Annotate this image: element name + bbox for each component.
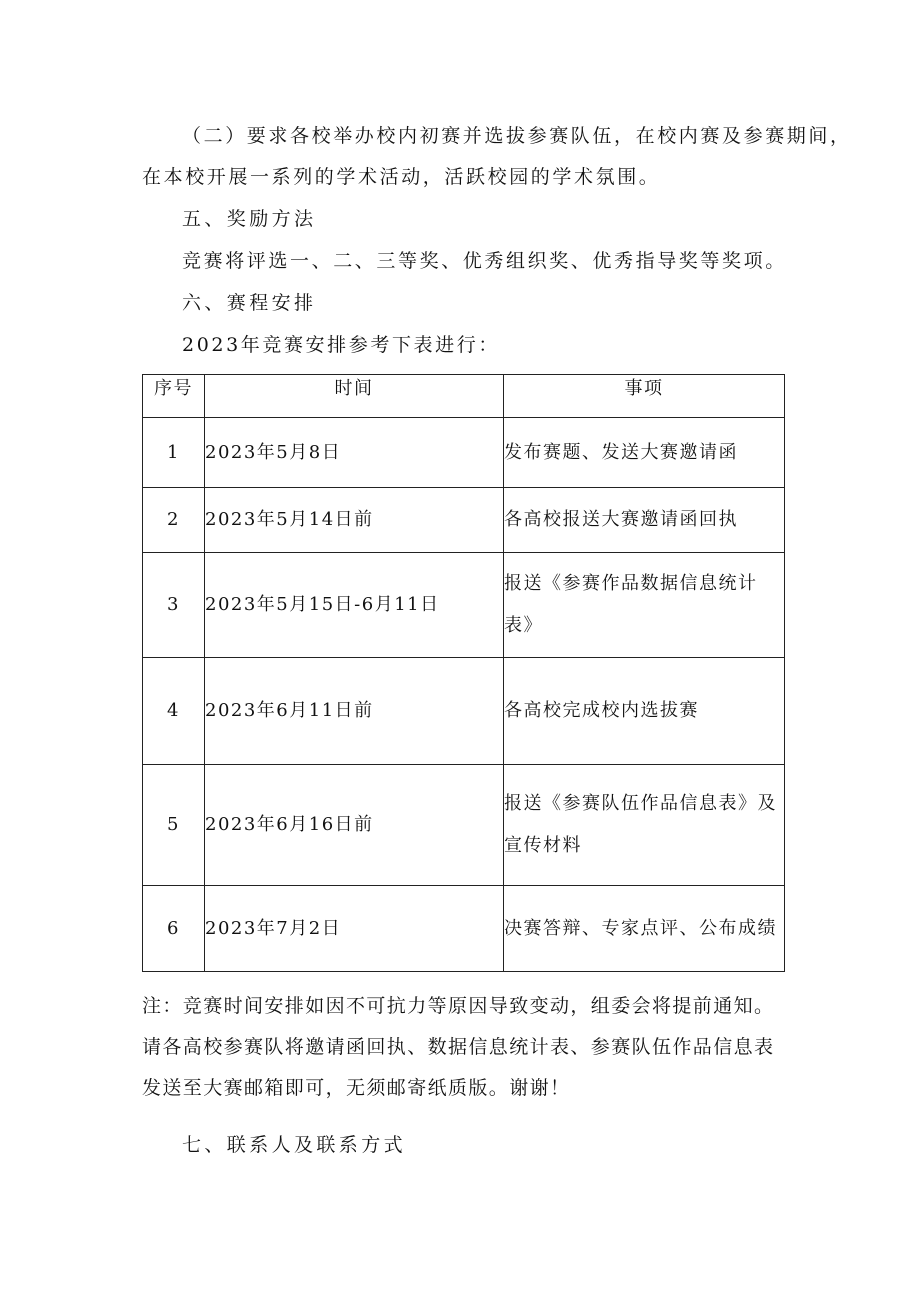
paragraph-requirement-line-2: 在本校开展一系列的学术活动，活跃校园的学术氛围。 <box>142 166 661 188</box>
section-heading-contact: 七、联系人及联系方式 <box>182 1134 407 1156</box>
table-row <box>143 658 785 765</box>
schedule-note: 注：竞赛时间安排如因不可抗力等原因导致变动，组委会将提前通知。请各高校参赛队将邀请函回执、数据信息统计表、参赛队伍作品信息表发送至大赛邮箱即可，无须邮寄纸质版。谢谢！ <box>142 995 775 1099</box>
table-row <box>143 553 785 658</box>
paragraph-schedule-intro: 2023年竞赛安排参考下表进行： <box>182 334 500 356</box>
row-item: 报送《参赛作品数据信息统计表》 <box>504 553 785 658</box>
row-item: 决赛答辩、专家点评、公布成绩 <box>504 886 785 972</box>
table-row <box>143 765 785 886</box>
row-item: 各高校完成校内选拔赛 <box>504 658 785 765</box>
paragraph-requirement-line-1: （二）要求各校举办校内初赛并选拔参赛队伍，在校内赛及参赛期间， <box>182 125 852 147</box>
table-row <box>143 418 785 488</box>
section-heading-schedule: 六、赛程安排 <box>182 292 317 314</box>
table-row <box>143 488 785 553</box>
row-time: 2023年7月2日 <box>205 886 504 972</box>
table-header-row <box>143 375 785 418</box>
row-no: 2 <box>143 488 205 553</box>
row-item: 发布赛题、发送大赛邀请函 <box>504 418 785 488</box>
section-heading-awards: 五、奖励方法 <box>182 208 317 230</box>
header-time: 时间 <box>205 375 504 418</box>
row-no: 4 <box>143 658 205 765</box>
schedule-table <box>142 374 785 972</box>
row-time: 2023年5月15日-6月11日 <box>205 553 504 658</box>
paragraph-awards: 竞赛将评选一、二、三等奖、优秀组织奖、优秀指导奖等奖项。 <box>182 250 787 272</box>
row-no: 6 <box>143 886 205 972</box>
row-no: 3 <box>143 553 205 658</box>
row-item: 各高校报送大赛邀请函回执 <box>504 488 785 553</box>
row-time: 2023年6月11日前 <box>205 658 504 765</box>
row-no: 5 <box>143 765 205 886</box>
row-item: 报送《参赛队伍作品信息表》及宣传材料 <box>504 765 785 886</box>
row-time: 2023年5月8日 <box>205 418 504 488</box>
header-item: 事项 <box>504 375 785 418</box>
table-row <box>143 886 785 972</box>
row-time: 2023年6月16日前 <box>205 765 504 886</box>
row-time: 2023年5月14日前 <box>205 488 504 553</box>
row-no: 1 <box>143 418 205 488</box>
header-no: 序号 <box>143 375 205 418</box>
